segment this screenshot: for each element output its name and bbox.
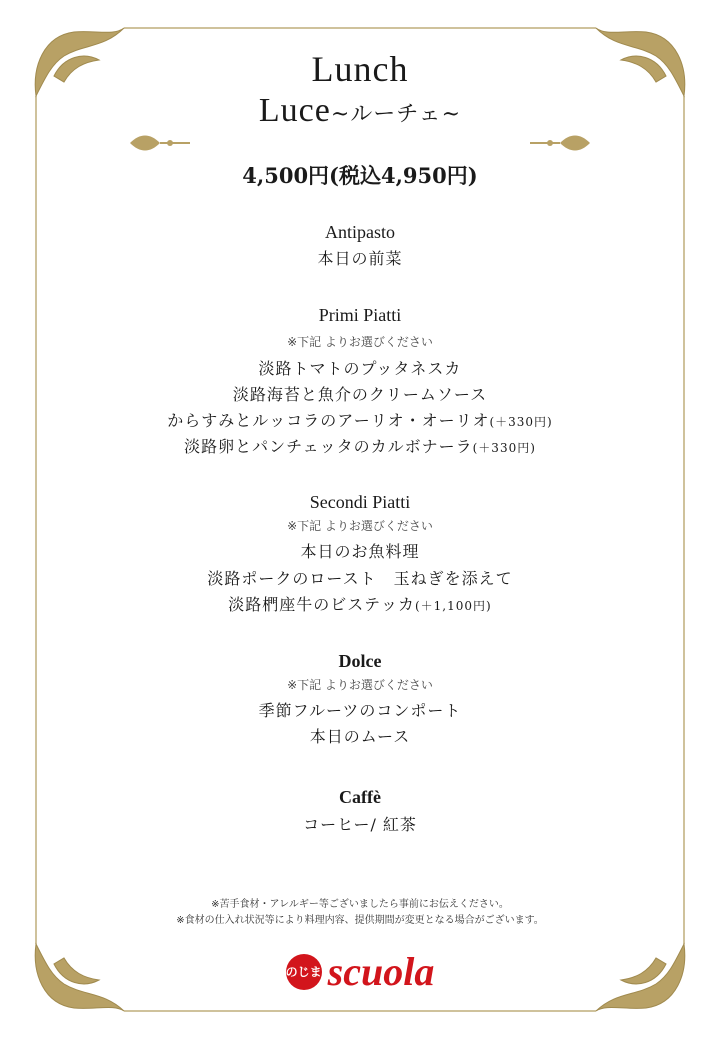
- menu-item-name: からすみとルッコラのアーリオ・オーリオ: [167, 411, 490, 430]
- menu-item: [0, 592, 720, 615]
- allergy-note: ※苦手食材・アレルギー等ございましたら事前にお伝えください。: [211, 899, 509, 910]
- course-name-latin: Luce: [258, 92, 331, 129]
- menu-item: 淡路トマトのプッタネスカ: [258, 359, 462, 378]
- section-title-secondi: Secondi Piatti: [309, 492, 411, 512]
- menu-item: 本日の前菜: [317, 249, 403, 268]
- supplement-price: (＋330円): [489, 415, 553, 429]
- menu-item: 本日のムース: [309, 727, 411, 746]
- section-title-dolce: Dolce: [338, 651, 382, 671]
- section-title-caffe: Caffè: [339, 787, 381, 807]
- logo-mark: のじま: [286, 954, 322, 990]
- logo-text: scuola: [327, 949, 435, 994]
- menu-change-note: ※食材の仕入れ状況等により料理内容、提供期間が変更となる場合がございます。: [176, 915, 544, 926]
- course-name: [0, 92, 720, 130]
- menu-item-name: 淡路椚座牛のビステッカ: [228, 595, 415, 614]
- right-flourish-icon: [530, 128, 590, 158]
- menu-item-name: 淡路卵とパンチェッタのカルボナーラ: [184, 437, 473, 456]
- course-name-japanese: ~ルーチェ~: [330, 102, 462, 127]
- menu-item: [0, 434, 720, 457]
- menu-title: Lunch: [311, 49, 409, 89]
- menu-item: 季節フルーツのコンポート: [258, 701, 462, 720]
- menu-item: 淡路海苔と魚介のクリームソース: [232, 385, 488, 404]
- supplement-price: (＋330円): [472, 441, 536, 455]
- selection-note: ※下記 よりお選びください: [287, 519, 433, 533]
- menu-item: [0, 408, 720, 431]
- menu-item: 本日のお魚料理: [300, 542, 420, 561]
- logo: [0, 948, 720, 995]
- selection-note: ※下記 よりお選びください: [287, 335, 433, 349]
- menu-item: コーヒー/ 紅茶: [303, 815, 417, 834]
- section-title-primi: Primi Piatti: [318, 305, 402, 325]
- section-title-antipasto: Antipasto: [325, 222, 395, 242]
- course-price: 4,500円(税込4,950円): [242, 163, 478, 188]
- selection-note: ※下記 よりお選びください: [287, 678, 433, 692]
- left-flourish-icon: [130, 128, 190, 158]
- supplement-price: (＋1,100円): [414, 599, 492, 613]
- menu-item: 淡路ポークのロースト 玉ねぎを添えて: [207, 569, 513, 588]
